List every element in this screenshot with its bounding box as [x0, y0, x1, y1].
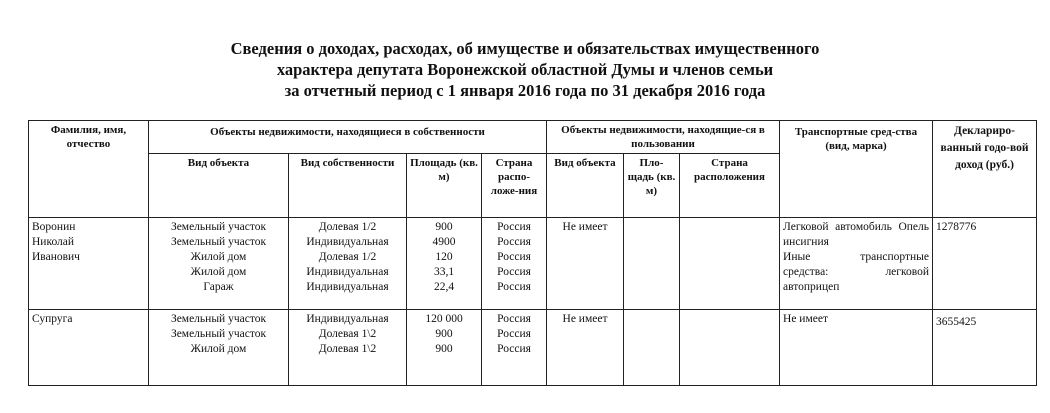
ownership-type: Долевая 1\2	[318, 328, 377, 340]
cell-used-country	[680, 218, 780, 310]
area-value: 22,4	[433, 281, 455, 293]
cell-transport	[780, 310, 933, 386]
object-type: Жилой дом	[190, 266, 247, 278]
name-line: Николай	[32, 236, 75, 248]
header-used-country: Страна расположения	[680, 154, 780, 218]
name-line: Иванович	[32, 251, 80, 263]
cell-object-type	[149, 310, 289, 386]
table-row	[29, 310, 1037, 386]
title-line-1: Сведения о доходах, расходах, об имуществе и обязательствах имущественного	[230, 39, 820, 58]
header-owned-country: Страна распо-ложе-ния	[482, 154, 547, 218]
name-line: Супруга	[32, 313, 73, 325]
country-value: Россия	[497, 236, 531, 248]
area-value: 120	[435, 251, 453, 263]
country-value: Россия	[497, 281, 531, 293]
ownership-type: Долевая 1/2	[318, 251, 377, 263]
object-type: Гараж	[203, 281, 234, 293]
country-value: Россия	[497, 266, 531, 278]
cell-name	[29, 310, 149, 386]
header-income: Деклариро-ванный годо-вой доход (руб.)	[933, 121, 1037, 218]
country-value: Россия	[497, 221, 531, 233]
title-line-2: характера депутата Воронежской областной Думы и членов семьи	[276, 60, 774, 79]
document-title	[0, 38, 1050, 101]
header-owned-ownership: Вид собственности	[289, 154, 407, 218]
cell-income: 3655425	[933, 310, 1037, 386]
transport-item: Иные транспортные средства: легковой автоприцеп	[783, 251, 930, 293]
area-value: 900	[435, 343, 453, 355]
cell-transport	[780, 218, 933, 310]
cell-ownership	[289, 218, 407, 310]
cell-country	[482, 310, 547, 386]
object-type: Земельный участок	[170, 328, 267, 340]
country-value: Россия	[497, 251, 531, 263]
area-value: 4900	[432, 236, 456, 248]
ownership-type: Долевая 1\2	[318, 343, 377, 355]
cell-country	[482, 218, 547, 310]
ownership-type: Индивидуальная	[306, 281, 389, 293]
ownership-type: Индивидуальная	[306, 266, 389, 278]
header-owned-group: Объекты недвижимости, находящиеся в собственности	[149, 121, 547, 154]
cell-income: 1278776	[933, 218, 1037, 310]
title-line-3: за отчетный период с 1 января 2016 года по 31 декабря 2016 года	[284, 81, 766, 100]
ownership-type: Долевая 1/2	[318, 221, 377, 233]
header-used-type: Вид объекта	[547, 154, 624, 218]
transport-item: Легковой автомобиль Опель инсигния	[783, 221, 930, 248]
table-row	[29, 218, 1037, 310]
ownership-type: Индивидуальная	[306, 236, 389, 248]
cell-object-type	[149, 218, 289, 310]
header-used-area: Пло-щадь (кв. м)	[624, 154, 680, 218]
object-type: Жилой дом	[190, 343, 247, 355]
ownership-type: Индивидуальная	[306, 313, 389, 325]
header-used-group: Объекты недвижимости, находящие-ся в пользовании	[547, 121, 780, 154]
country-value: Россия	[497, 328, 531, 340]
cell-used-type: Не имеет	[547, 218, 624, 310]
country-value: Россия	[497, 343, 531, 355]
cell-area	[407, 218, 482, 310]
cell-used-country	[680, 310, 780, 386]
header-transport: Транспортные сред-ства (вид, марка)	[780, 121, 933, 218]
area-value: 900	[435, 221, 453, 233]
object-type: Земельный участок	[170, 221, 267, 233]
area-value: 33,1	[433, 266, 455, 278]
object-type: Земельный участок	[170, 313, 267, 325]
header-owned-type: Вид объекта	[149, 154, 289, 218]
object-type: Земельный участок	[170, 236, 267, 248]
cell-used-area	[624, 218, 680, 310]
area-value: 120 000	[425, 313, 463, 325]
cell-used-area	[624, 310, 680, 386]
area-value: 900	[435, 328, 453, 340]
name-line: Воронин	[32, 221, 76, 233]
cell-used-type: Не имеет	[547, 310, 624, 386]
country-value: Россия	[497, 313, 531, 325]
object-type: Жилой дом	[190, 251, 247, 263]
cell-ownership	[289, 310, 407, 386]
header-fio: Фамилия, имя, отчество	[29, 121, 149, 154]
header-owned-area: Площадь (кв. м)	[407, 154, 482, 218]
cell-area	[407, 310, 482, 386]
cell-name	[29, 218, 149, 310]
transport-item: Не имеет	[783, 313, 828, 325]
declaration-table	[28, 120, 1037, 386]
